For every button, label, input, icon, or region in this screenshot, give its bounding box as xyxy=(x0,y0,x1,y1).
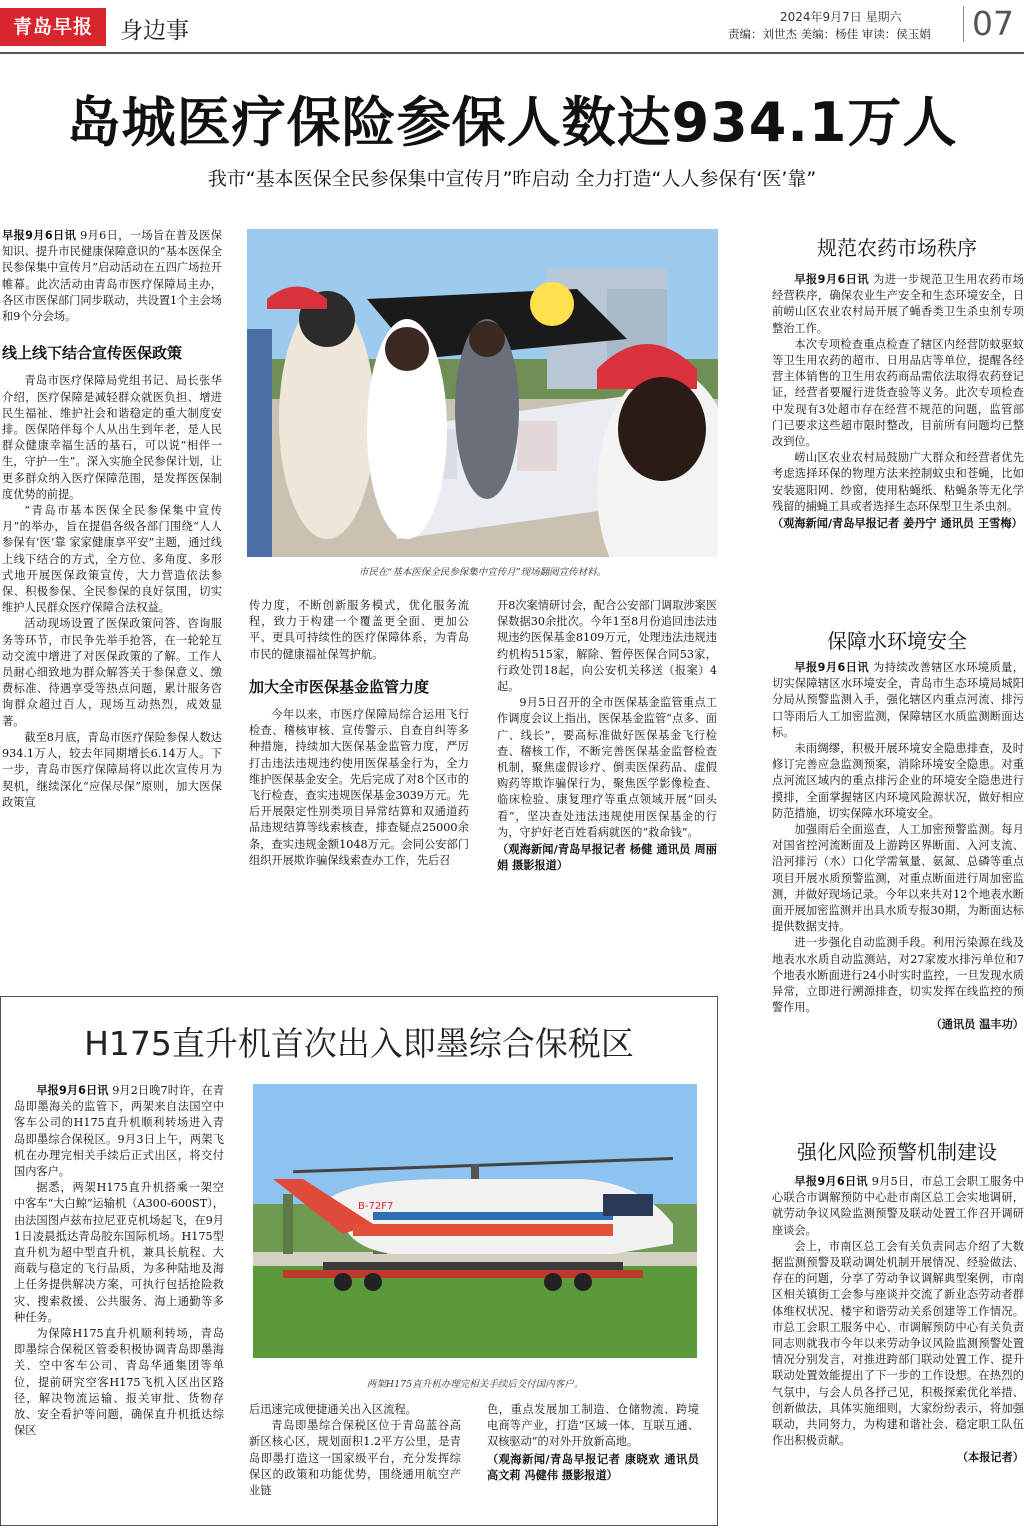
paragraph: 据悉，两架H175直升机搭乘一架空中客车“大白鲸”运输机（A300-600ST），由法国图卢兹布拉尼亚克机场起飞，在9月1日凌晨抵达青岛胶东国际机场。H175型直升机为超中型直升机，兼具长航程、大商载与稳定的飞行品质，为多种陆地及海上任务提供解决方案，可执行包括抢险救灾、搜索救援、公共服务、海上通勤等多种任务。 xyxy=(14,1181,224,1324)
sidebar-headline-pesticide: 规范农药市场秩序 xyxy=(817,236,977,260)
helicopter-column-2 xyxy=(249,1402,461,1520)
lead-column-3 xyxy=(497,598,717,950)
helicopter-registration: B-72F7 xyxy=(358,1201,394,1212)
issue-date: 2024年9月7日 星期六 xyxy=(780,10,902,24)
paragraph: 会上，市南区总工会有关负责同志介绍了大数据监测预警及联动调处机制开展情况、经验做法、存在的问题，分享了劳动争议调解典型案例，市南区相关镇街工会参与座谈并交流了新业态劳动者群体维权状况、楼宇和谐劳动关系创建等工作情况。市总工会职工服务中心、市调解预防中心有关负责同志则就我市今年以来劳动争议风险监测预警处置情况分别发言，对推进跨部门联动处置工作、提升联动处置效能提出了下一步的工作设想。在热烈的气氛中，与会人员各抒己见，积极探索优化举措、创新做法，具体实施细则，大家纷纷表示，将加强联动，共同努力，为构建和谐社会、稳定职工队伍作出积极贡献。 xyxy=(772,1239,1024,1448)
paragraph xyxy=(772,660,1024,741)
subhead-fund-supervision: 加大全市医保基金监管力度 xyxy=(249,677,430,696)
helicopter-photo-caption: 两架H175直升机办理完相关手续后交付国内客户。 xyxy=(366,1379,584,1390)
paragraph xyxy=(772,272,1024,337)
paragraph: 色，重点发展加工制造、仓储物流、跨境电商等产业，打造“区域一体、互联互通、双核驱动”的对外开放新高地。 xyxy=(487,1403,699,1449)
sidebar-headline-risk-warning: 强化风险预警机制建设 xyxy=(797,1140,997,1164)
helicopter-photo-illustration xyxy=(253,1084,697,1358)
paragraph: 崂山区农业农村局鼓励广大群众和经营者优先考虑选择环保的物理方法来控制蚊虫和苍蝇，比如安装遮阳网、纱窗，使用粘蝇纸、粘蝇条等无化学残留的捕蝇工具或者选择生态环保型卫生杀虫剂。 xyxy=(772,451,1024,513)
paragraph: 活动现场设置了医保政策问答、咨询服务等环节，市民争先举手抢答，在一轮轮互动交流中增进了对医保政策的了解。工作人员耐心细致地为群众解答关于参保意义、缴费标准、待遇享受等热点问题，累计服务咨询群众超过百人，现场互动热烈，成效显著。 xyxy=(2,617,222,728)
sidebar-story-risk-warning xyxy=(772,1174,1024,1526)
paragraph-text: 9月5日，市总工会职工服务中心联合市调解预防中心赴市南区总工会实地调研，就劳动争议风险监测预警及联动处置工作召开调研座谈会。 xyxy=(772,1175,1024,1237)
editors-line: 责编：刘世杰 美编：杨佳 审读：侯玉娟 xyxy=(728,27,931,41)
helicopter-column-1 xyxy=(14,1083,224,1523)
section-name: 身边事 xyxy=(120,18,189,44)
paragraph: 加强雨后全面巡查，人工加密预警监测。每月对国省控河流断面及上游跨区界断面、入河支流、沿河排污（水）口化学需氧量、氨氮、总磷等重点项目开展水质预警监测，对重点断面进行周加密监测，并做好现场记录。今年以来共对12个地表水断面开展加密监测并出具水质专报30期，为断面达标提供数据支持。 xyxy=(772,823,1024,934)
dateline: 早报9月6日讯 xyxy=(794,273,870,286)
dateline: 早报9月6日讯 xyxy=(794,661,870,674)
paragraph-text: 9月2日晚7时许，在青岛即墨海关的监管下，两架来自法国空中客车公司的H175直升机顺利转场进入青岛即墨综合保税区。9月3日上午，两架飞机在办理完相关手续后正式出区，将交付国内客户。 xyxy=(14,1084,224,1179)
masthead-rule xyxy=(0,52,1024,54)
lead-photo-caption: 市民在“基本医保全民参保集中宣传月”现场翻阅宣传材料。 xyxy=(358,567,607,578)
sidebar-headline-water: 保障水环境安全 xyxy=(827,629,967,653)
paragraph: 9月5日召开的全市医保基金监管重点工作调度会议上指出，医保基金监管“点多、面广、线长”，要高标准做好医保基金飞行检查、稽核工作，不断完善医保基金监督检查机制，聚焦虚假诊疗、倒卖医保药品、虚假购药等欺诈骗保行为，聚焦医学影像检查、临床检验、康复理疗等重点领域开展“回头看”，坚决查处违法违规使用医保基金的行为，守护好老百姓看病就医的“救命钱”。 xyxy=(497,696,717,839)
page-number: 07 xyxy=(972,4,1014,43)
lead-column-1 xyxy=(2,228,222,950)
subhead-online-offline: 线上线下结合宣传医保政策 xyxy=(2,344,183,363)
lead-photo-illustration xyxy=(247,229,718,557)
paragraph: 进一步强化自动监测手段。利用污染源在线及地表水水质自动监测站，对27家废水排污单位和7个地表水断面进行24小时实时监控，一旦发现水质异常，立即进行溯源排查，切实发挥在线监控的预警作用。 xyxy=(772,936,1024,1015)
paragraph: “青岛市基本医保全民参保集中宣传月”的举办，旨在提倡各级各部门围绕“人人参保有‘医’靠 家家健康享平安”主题，通过线上线下结合的方式，全方位、多角度、多形式地开展医保政策宣传，大力营造依法参保、积极参保、全民参保的良好氛围，切实维护人民群众医疗保障合法权益。 xyxy=(2,504,222,615)
dateline: 早报9月6日讯 xyxy=(794,1175,868,1188)
byline: （观海新闻/青岛早报记者 康晓欢 通讯员 高文莉 冯健伟 摄影报道） xyxy=(487,1451,699,1482)
lead-column-2 xyxy=(249,598,469,950)
paragraph xyxy=(772,1174,1024,1239)
masthead-divider xyxy=(963,6,964,42)
sidebar-story-water xyxy=(772,660,1024,1100)
paragraph: 本次专项检查重点检查了辖区内经营防蚊驱蚊等卫生用农药的超市、日用品店等单位，提醒各经营主体销售的卫生用农药商品需依法取得农药登记证，经营者要履行进货查验等义务。此次专项检查中发现有3处超市存在经营不规范的问题，监管部门已要求这些超市限时整改，目前所有问题均已整改到位。 xyxy=(772,337,1024,449)
sidebar-story-pesticide xyxy=(772,272,1024,592)
lead-subheadline: 我市“基本医保全民参保集中宣传月”昨启动 全力打造“人人参保有‘医’靠” xyxy=(207,168,817,190)
lead-paragraph-1 xyxy=(2,228,222,325)
lead-photo xyxy=(247,229,718,557)
paragraph: 截至8月底，青岛市医疗保险参保人数达934.1万人，较去年同期增长6.14万人。下一步，青岛市医疗保障局将以此次宣传月为契机，继续深化“应保尽保”原则，加大医保政策宣 xyxy=(2,730,222,809)
byline: （观海新闻/青岛早报记者 姜丹宁 通讯员 王雪梅） xyxy=(772,516,1023,531)
paragraph-text: 为进一步规范卫生用农药市场经营秩序，确保农业生产安全和生态环境安全，日前崂山区农业农村局开展了蝇香类卫生杀虫剂专项整治工作。 xyxy=(772,273,1024,335)
helicopter-headline: H175直升机首次出入即墨综合保税区 xyxy=(84,1024,634,1063)
byline: （观海新闻/青岛早报记者 杨健 通讯员 周丽娟 摄影报道） xyxy=(497,842,717,873)
paragraph: 传力度，不断创新服务模式，优化服务流程，致力于构建一个覆盖更全面、更加公平、更具可持续性的医疗保障体系，为青岛市民的健康福祉保驾护航。 xyxy=(249,599,469,661)
masthead-logo: 青岛早报 xyxy=(0,8,106,46)
paragraph: 为保障H175直升机顺利转场，青岛即墨综合保税区管委积极协调青岛即墨海关、空中客车公司、青岛华通集团等单位，提前研究空客H175飞机入区出区路径，解决物流运输、报关审批、货物存放、安全看护等问题，确保直升机抵达综保区 xyxy=(14,1327,224,1438)
paragraph-text: 9月6日，一场旨在普及医保知识、提升市民健康保障意识的“基本医保全民参保集中宣传月”启动活动在五四广场拉开帷幕。此次活动由青岛市医疗保障局主办，各区市医保部门同步联动，共设置1个主会场和9个分会场。 xyxy=(2,229,222,324)
helicopter-column-3 xyxy=(487,1402,699,1520)
helicopter-paragraph-1 xyxy=(14,1083,224,1180)
byline: （通讯员 温丰功） xyxy=(930,1017,1024,1032)
helicopter-photo xyxy=(253,1084,697,1358)
paragraph-text: 为持续改善辖区水环境质量，切实保障辖区水环境安全，青岛市生态环境局城阳分局从预警监测入手，强化辖区内重点河流、排污口等雨后人工加密监测，保障辖区水质监测断面达标。 xyxy=(772,661,1024,739)
lead-headline: 岛城医疗保险参保人数达934.1万人 xyxy=(66,91,958,154)
dateline: 早报9月6日讯 xyxy=(36,1084,109,1097)
paragraph: 今年以来，市医疗保障局综合运用飞行检查、稽核审核、宣传警示、自查自纠等多种措施，持续加大医保基金监管力度，严厉打击违法违规违约使用医保基金行为，全力维护医保基金安全。先后完成了对8个区市的飞行检查，查实违规医保基金3039万元。先后开展限定性别类项目异常结算和双通道药品违规结算等线索核查，排查疑点25000余条，查实违规金额1048万元。会同公安部门组织开展欺诈骗保线索查办工作，先后召 xyxy=(249,708,469,867)
masthead xyxy=(0,0,1024,52)
paragraph: 后迅速完成便捷通关出入区流程。 xyxy=(249,1403,417,1416)
paragraph: 青岛即墨综合保税区位于青岛蓝谷高新区核心区，规划面积1.2平方公里，是青岛即墨打造这一国家级平台，充分发挥综保区的政策和功能优势，围绕通用航空产业链 xyxy=(249,1419,461,1498)
dateline: 早报9月6日讯 xyxy=(2,229,77,242)
byline: （本报记者） xyxy=(956,1450,1024,1465)
paragraph: 青岛市医疗保障局党组书记、局长张华介绍，医疗保障是减轻群众就医负担、增进民生福祉、维护社会和谐稳定的重大制度安排。医保陪伴每个人从出生到年老，是人民群众健康幸福生活的基石，可以说“相伴一生，守护一生”。深入实施全民参保计划，让更多群众纳入医疗保障范围，是发挥医保制度优势的前提。 xyxy=(2,374,222,501)
paragraph: 开8次案情研讨会，配合公安部门调取涉案医保数据30余批次。今年1至8月份追回违法违规违约医保基金8109万元，处理违法违规违约机构515家，解除、暂停医保合同53家，行政处罚18起，向公安机关移送（报案）4起。 xyxy=(497,599,717,694)
paragraph: 未雨绸缪，积极开展环境安全隐患排查，及时修订完善应急监测预案，消除环境安全隐患。对重点河流区域内的重点排污企业的环境安全隐患进行摸排，全面掌握辖区内环境风险源状况，做好相应防范措施，切实保障水环境安全。 xyxy=(772,742,1024,820)
